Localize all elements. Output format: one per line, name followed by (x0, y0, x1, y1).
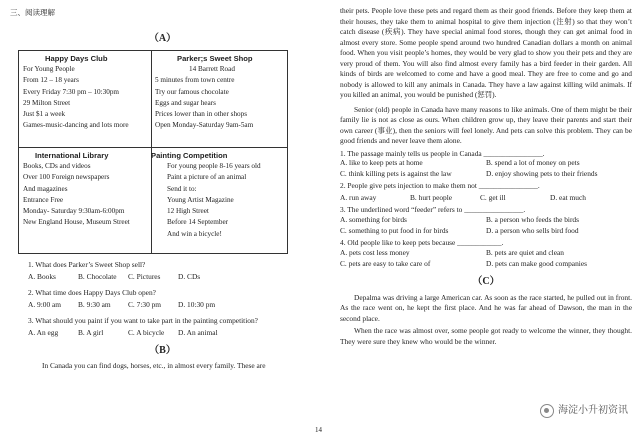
ad-line: Young Artist Magazine (167, 195, 234, 204)
ad-line: New England House, Museum Street (23, 218, 130, 227)
passage-b-p2: Senior (old) people in Canada have many reasons to like animals. One of them might be their family lie is not as close as ours. When children grow up, they leave their parents and start their own career (事业), then the seniors will feel lonely. And pets can solve this problem. They can be good friends and never leave them alone. (340, 104, 632, 145)
option[interactable]: C. something to put food in for birds (340, 225, 449, 235)
passage-c-p2: When the race was almost over, some people got ready to welcome the winner, they thought. They were sure they knew who would be the winner. (340, 326, 632, 346)
ad-line: Try our famous chocolate (155, 87, 229, 96)
options (340, 248, 632, 269)
option[interactable]: B. a person who feeds the birds (486, 215, 579, 225)
ad-title: Parker;s Sweet Shop (177, 53, 253, 63)
question: 2. What time does Happy Days Club open? (28, 287, 156, 297)
ad-title: Happy Days Club (45, 53, 108, 63)
passage-c-p1: Depalma was driving a large American car. As soon as the race started, he pulled out in front. As the race went on, he kept the first place. And he was far ahead of Dawson, the man in the second place. (340, 292, 632, 323)
ad-line: Before 14 September (167, 218, 229, 227)
option[interactable]: A. like to keep pets at home (340, 158, 423, 168)
option[interactable]: B. 9:30 am (78, 299, 111, 309)
ad-painting-competition (151, 150, 285, 240)
option[interactable]: A. run away (340, 193, 377, 203)
ad-title: International Library (35, 150, 109, 160)
ad-title: Painting Competition (151, 150, 228, 160)
passage-b-start: In Canada you can find dogs, horses, etc., in almost every family. These are (42, 361, 266, 371)
option[interactable]: C. get ill (480, 193, 506, 203)
question: 4. Old people like to keep pets because ____________. (340, 238, 504, 248)
ad-line: Open Monday-Saturday 9am-5am (155, 121, 254, 130)
passage-b-p1: their pets. People love these pets and regard them as their good friends. Before they keep them at their houses, they take them to animal hospital to give them injection (注射) so that they won’t catch disease (疾病). They have special animal food stores, though they can get animal food in almost every store. Some people spend around two hundred Canadian dollars a month on animal food. When you visit people’s homes, they would be very glad to show you their pets and they are very proud of them. You will also find almost every family has a bird feeder in their garden. All kinds of birds are welcomed to come and have a good meal. They are free to come and go and nobody is allowed to kill any animals in Canada. They have a law against killing wild animals. If you killed an animal, you would be punished (惩罚). (340, 6, 632, 99)
right-column (340, 6, 632, 347)
questions-a (28, 260, 315, 338)
ad-line: Send it to: (167, 184, 197, 193)
ad-line: 14 Barrett Road (189, 64, 235, 73)
wechat-icon (540, 404, 554, 418)
option[interactable]: D. An animal (178, 327, 218, 337)
option[interactable]: A. Books (28, 271, 56, 281)
ad-line: For young people 8-16 years old (167, 161, 261, 170)
options (340, 193, 632, 203)
ad-line: Eggs and sugar hears (155, 98, 216, 107)
ad-international-library (23, 150, 151, 229)
ad-line: And win a bicycle! (167, 229, 222, 238)
question: 1. What does Parker’s Sweet Shop sell? (28, 259, 146, 269)
option[interactable]: D. eat much (550, 193, 586, 203)
ad-sweet-shop (155, 53, 285, 132)
ad-line: Every Friday 7:30 pm – 10:30pm (23, 87, 120, 96)
option[interactable]: B. pets are quiet and clean (486, 248, 564, 258)
ad-line: Books, CDs and videos (23, 161, 91, 170)
option[interactable]: D. 10:30 pm (178, 299, 216, 309)
option[interactable]: D. pets can make good companies (486, 258, 587, 268)
ad-line: Prices lower than in other shops (155, 110, 248, 119)
ad-line: Games-music-dancing and lots more (23, 121, 129, 130)
options (340, 215, 632, 236)
question: 3. The underlined word “feeder” refers to ________________. (340, 205, 526, 215)
option[interactable]: A. pets cost less money (340, 248, 410, 258)
option[interactable]: B. hurt people (410, 193, 453, 203)
ad-line: 29 Milton Street (23, 98, 71, 107)
part-c-label: （C） (472, 276, 500, 288)
option[interactable]: C. think killing pets is against the law (340, 168, 452, 178)
option[interactable]: C. 7:30 pm (128, 299, 162, 309)
option[interactable]: A. something for birds (340, 215, 407, 225)
option[interactable]: D. enjoy showing pets to their friends (486, 168, 598, 178)
option[interactable]: D. a person who sells bird food (486, 225, 579, 235)
options (340, 158, 632, 179)
part-b-label: （B） (149, 344, 176, 356)
watermark (540, 404, 628, 418)
ad-line: Entrance Free (23, 195, 64, 204)
option[interactable]: B. Chocolate (78, 271, 117, 281)
options (28, 300, 315, 310)
section-header: 三、阅读理解 (10, 8, 55, 17)
question: 2. People give pets injection to make them not ________________. (340, 181, 540, 191)
option[interactable]: D. CDs (178, 271, 201, 281)
ad-line: From 12 – 18 years (23, 76, 79, 85)
part-a-label: （A） (148, 33, 177, 45)
page-number: 14 (315, 426, 322, 434)
ad-line: And magazines (23, 184, 68, 193)
option[interactable]: C. A bicycle (128, 327, 165, 337)
options (28, 272, 315, 282)
question: 3. What should you paint if you want to take part in the painting competition? (28, 315, 258, 325)
options (28, 328, 315, 338)
ad-line: Monday- Saturday 9:30am-6:00pm (23, 207, 125, 216)
watermark-text: 海淀小升初资讯 (558, 405, 628, 417)
ad-line: 12 High Street (167, 207, 209, 216)
option[interactable]: A. 9:00 am (28, 299, 62, 309)
question: 1. The passage mainly tells us people in Canada ________________. (340, 148, 545, 158)
left-column (10, 8, 315, 372)
ad-line: Over 100 Foreign newspapers (23, 173, 110, 182)
ad-line: 5 minutes from town centre (155, 76, 235, 85)
ad-happy-days-club (23, 53, 151, 132)
option[interactable]: A. An egg (28, 327, 59, 337)
option[interactable]: B. A girl (78, 327, 104, 337)
divider (19, 147, 287, 148)
ad-line: For Young People (23, 64, 75, 73)
ads-table (18, 50, 288, 254)
option[interactable]: B. spend a lot of money on pets (486, 158, 580, 168)
ad-line: Just $1 a week (23, 110, 66, 119)
option[interactable]: C. Pictures (128, 271, 161, 281)
option[interactable]: C. pets are easy to take care of (340, 258, 431, 268)
ad-line: Paint a picture of an animal (167, 173, 247, 182)
